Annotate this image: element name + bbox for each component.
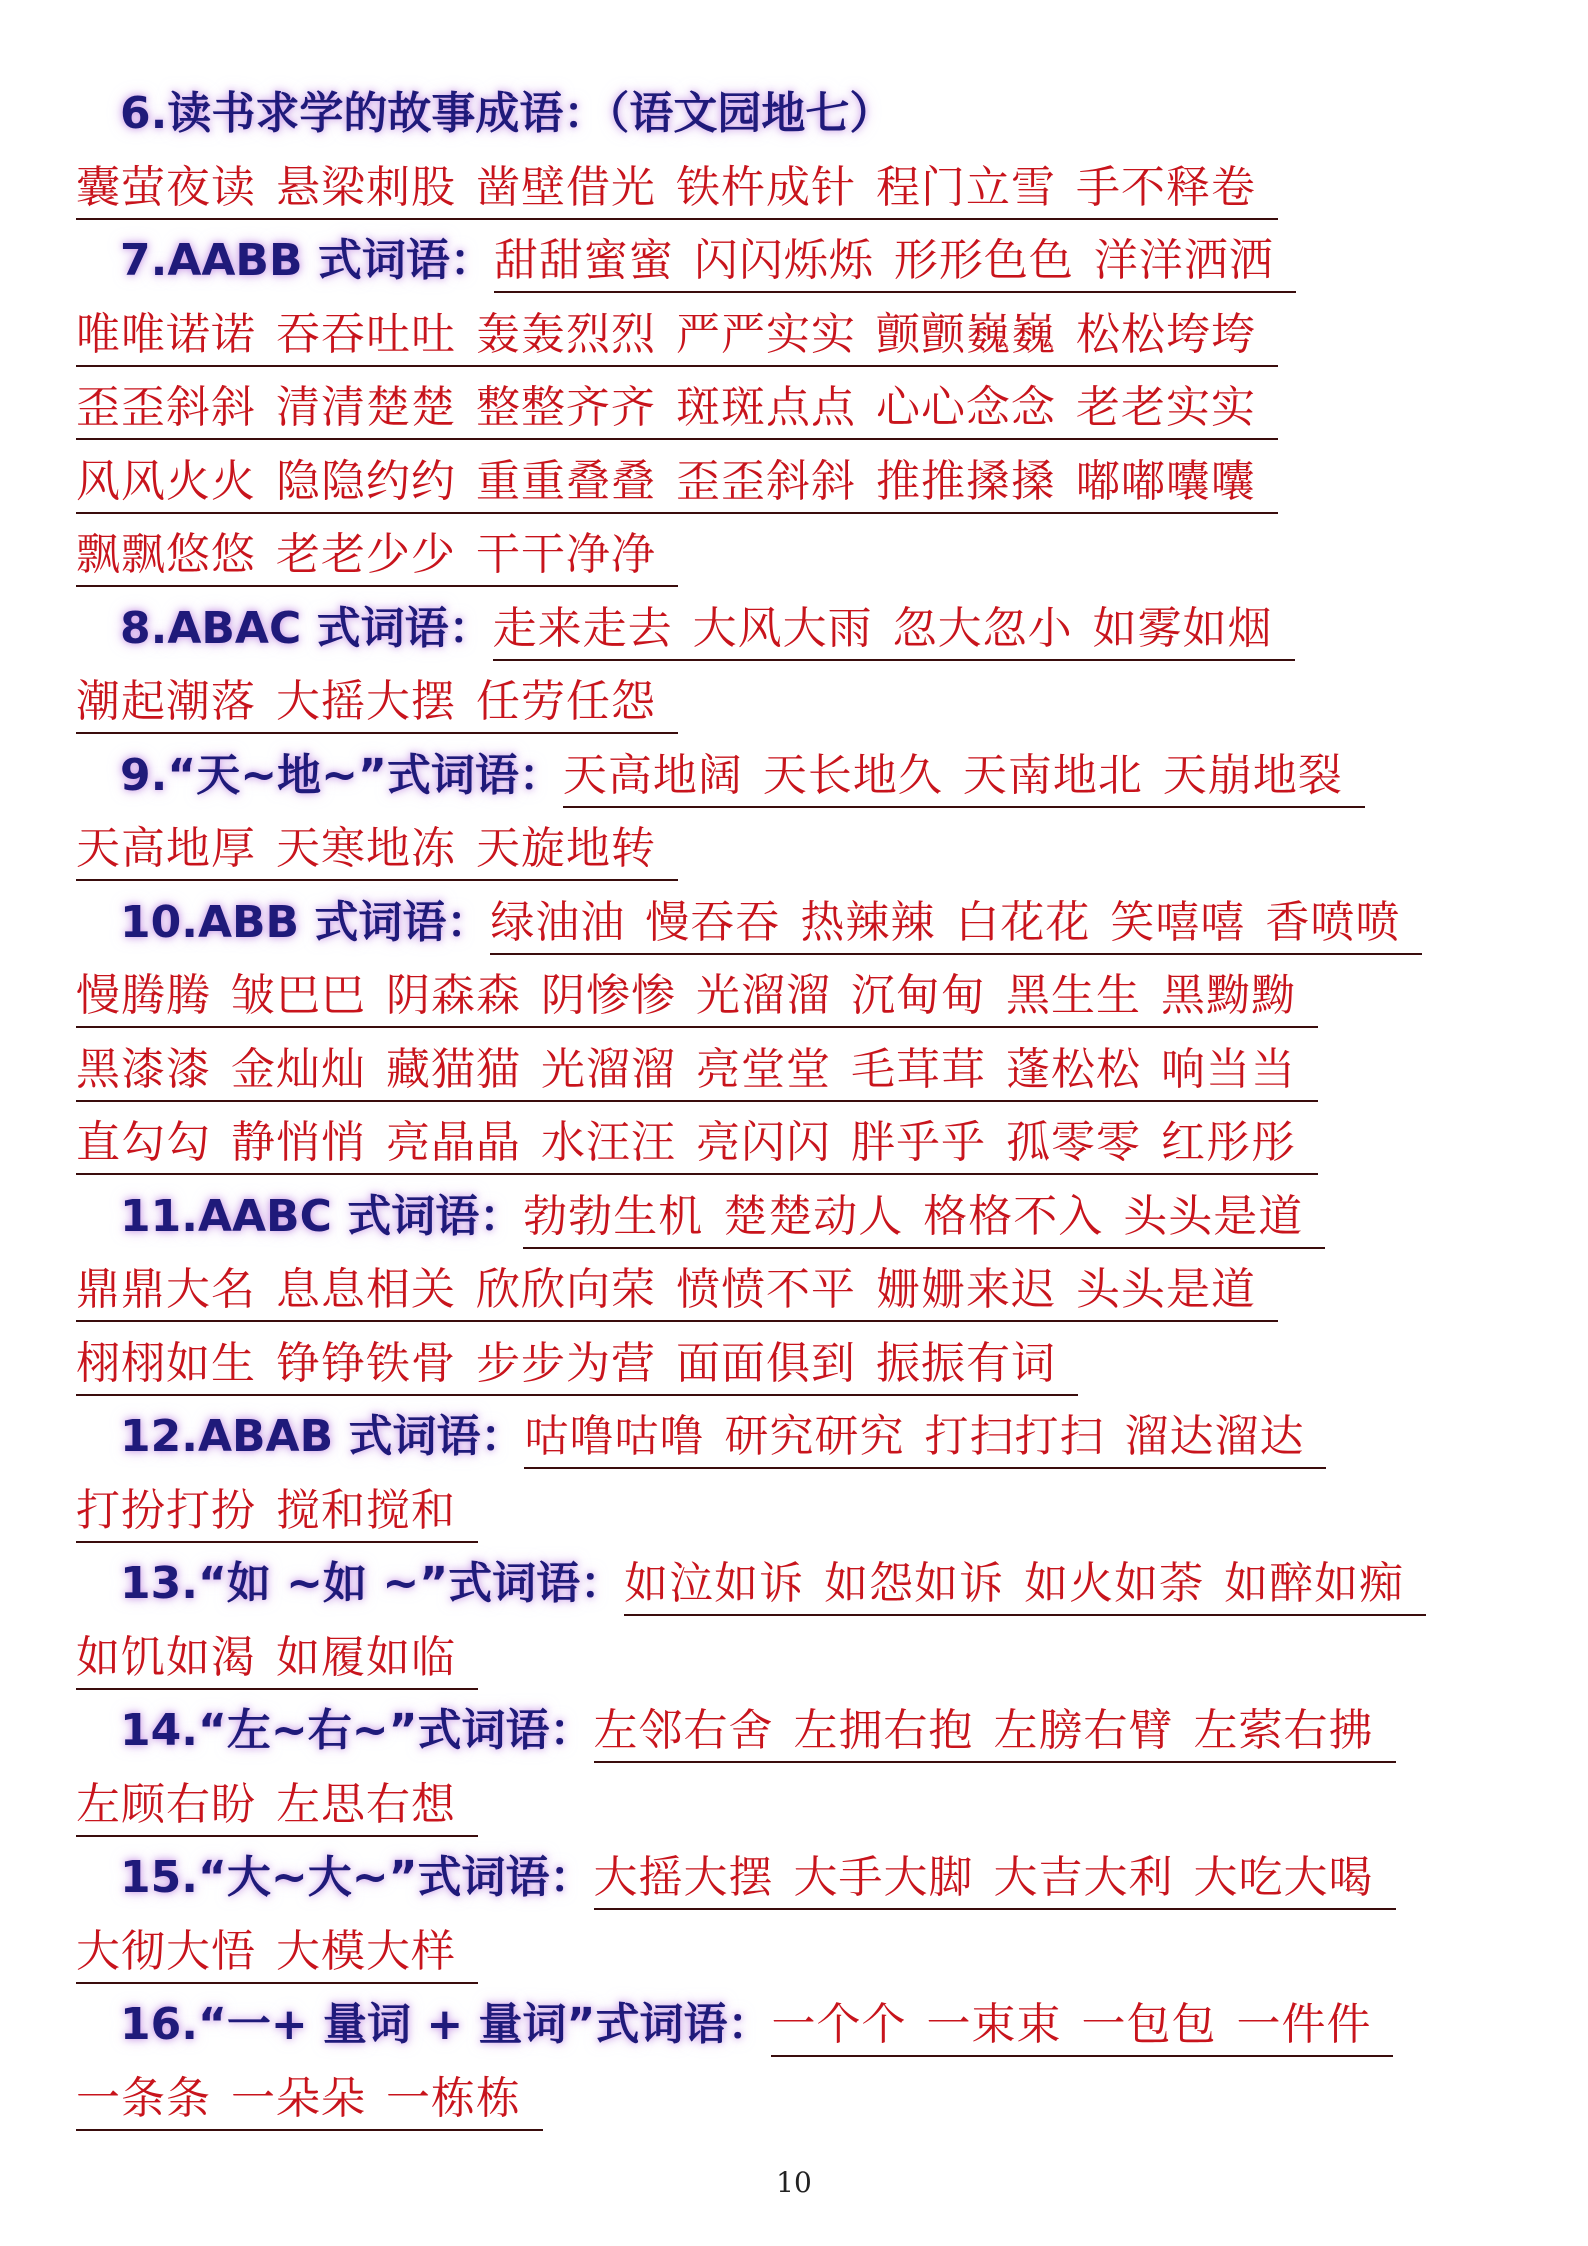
vocabulary-word: 藏猫猫 (386, 1043, 521, 1095)
vocabulary-word: 潮起潮落 (76, 676, 256, 727)
vocabulary-word: 面面俱到 (676, 1337, 856, 1389)
word-line (76, 378, 1516, 452)
vocabulary-word: 左拥右抱 (793, 1705, 974, 1756)
section-heading-line (76, 1995, 1516, 2069)
vocabulary-word: 嘟嘟囔囔 (1076, 455, 1256, 507)
vocabulary-word: 打扮打扮 (76, 1484, 256, 1536)
vocabulary-word: 阴惨惨 (541, 970, 676, 1021)
section-heading-line (76, 231, 1516, 305)
vocabulary-word: 愤愤不平 (676, 1264, 856, 1315)
vocabulary-word: 鼎鼎大名 (76, 1264, 256, 1315)
vocabulary-word: 清清楚楚 (276, 382, 456, 433)
vocabulary-word: 手不释卷 (1076, 161, 1256, 213)
vocabulary-word: 重重叠叠 (476, 455, 656, 507)
vocabulary-word: 孤零零 (1006, 1117, 1141, 1168)
word-group (563, 746, 1365, 808)
word-group (524, 1407, 1326, 1469)
vocabulary-word: 左膀右臂 (993, 1705, 1174, 1756)
section-label: 7.AABB 式词语： (120, 235, 494, 286)
word-group (76, 1628, 478, 1690)
vocabulary-word: 任劳任怨 (476, 676, 656, 727)
word-line (76, 1775, 1516, 1849)
word-group (76, 1775, 478, 1837)
vocabulary-word: 形形色色 (893, 235, 1074, 286)
vocabulary-word: 绿油油 (490, 896, 626, 948)
vocabulary-word: 大摇大摆 (593, 1852, 774, 1903)
vocabulary-word: 如泣如诉 (624, 1558, 805, 1609)
vocabulary-word: 静悄悄 (231, 1117, 366, 1168)
vocabulary-list (76, 84, 1516, 2142)
word-group (493, 599, 1295, 661)
vocabulary-word: 凿壁借光 (476, 161, 656, 213)
word-group (76, 2069, 543, 2131)
vocabulary-word: 天崩地裂 (1162, 749, 1343, 801)
word-line (76, 525, 1516, 599)
vocabulary-word: 大风大雨 (692, 602, 873, 654)
vocabulary-word: 勃勃生机 (523, 1190, 704, 1242)
vocabulary-word: 一束束 (926, 1999, 1062, 2050)
vocabulary-word: 如怨如诉 (824, 1558, 1005, 1609)
section-heading-line (76, 1701, 1516, 1775)
word-line (76, 1334, 1516, 1408)
word-group (624, 1554, 1426, 1616)
vocabulary-word: 左顾右盼 (76, 1778, 256, 1830)
vocabulary-word: 程门立雪 (876, 161, 1056, 213)
vocabulary-word: 干干净净 (476, 529, 656, 580)
vocabulary-word: 姗姗来迟 (876, 1264, 1056, 1315)
vocabulary-word: 慢吞吞 (645, 896, 781, 948)
word-group (594, 1848, 1396, 1910)
section-heading-line (76, 1187, 1516, 1261)
vocabulary-word: 研究研究 (724, 1411, 905, 1462)
vocabulary-word: 格格不入 (923, 1190, 1104, 1242)
vocabulary-word: 风风火火 (76, 455, 256, 507)
vocabulary-word: 如火如荼 (1024, 1558, 1205, 1609)
vocabulary-word: 严严实实 (676, 308, 856, 360)
section-heading-line (76, 1407, 1516, 1481)
word-line (76, 966, 1516, 1040)
word-group (76, 672, 678, 734)
vocabulary-word: 天旋地转 (476, 823, 656, 874)
word-group (494, 231, 1296, 293)
section-label: 6.读书求学的故事成语：（语文园地七） (120, 88, 894, 139)
vocabulary-word: 金灿灿 (231, 1043, 366, 1095)
vocabulary-word: 如醉如痴 (1224, 1558, 1405, 1609)
vocabulary-word: 天寒地冻 (276, 823, 456, 874)
vocabulary-word: 隐隐约约 (276, 455, 456, 507)
vocabulary-word: 蓬松松 (1006, 1043, 1141, 1095)
vocabulary-word: 甜甜蜜蜜 (493, 235, 674, 286)
vocabulary-word: 楚楚动人 (723, 1190, 904, 1242)
word-line (76, 1113, 1516, 1187)
vocabulary-word: 松松垮垮 (1076, 308, 1256, 360)
vocabulary-word: 大手大脚 (793, 1852, 974, 1903)
vocabulary-word: 亮晶晶 (386, 1117, 521, 1168)
section-heading-line (76, 599, 1516, 673)
page-number: 10 (776, 2166, 812, 2199)
vocabulary-word: 飘飘悠悠 (76, 529, 256, 580)
vocabulary-word: 胖乎乎 (851, 1117, 986, 1168)
vocabulary-word: 红彤彤 (1161, 1117, 1296, 1168)
vocabulary-word: 天高地阔 (562, 749, 743, 801)
vocabulary-word: 一栋栋 (386, 2072, 521, 2124)
vocabulary-word: 颤颤巍巍 (876, 308, 1056, 360)
vocabulary-word: 水汪汪 (541, 1117, 676, 1168)
vocabulary-word: 大摇大摆 (276, 676, 456, 727)
vocabulary-word: 溜达溜达 (1124, 1411, 1305, 1462)
section-heading-line (76, 1554, 1516, 1628)
word-group (76, 1260, 1278, 1322)
vocabulary-word: 天高地厚 (76, 823, 256, 874)
vocabulary-word: 如履如临 (276, 1631, 456, 1683)
vocabulary-word: 光溜溜 (696, 970, 831, 1021)
vocabulary-word: 铁杵成针 (676, 161, 856, 213)
vocabulary-word: 黑漆漆 (76, 1043, 211, 1095)
vocabulary-word: 囊萤夜读 (76, 161, 256, 213)
vocabulary-word: 皱巴巴 (231, 970, 366, 1021)
section-label: 13.“如 ~如 ~”式词语： (120, 1558, 625, 1609)
vocabulary-word: 慢腾腾 (76, 970, 211, 1021)
section-label: 11.AABC 式词语： (120, 1190, 524, 1242)
vocabulary-word: 直勾勾 (76, 1117, 211, 1168)
section-heading-line (76, 893, 1516, 967)
vocabulary-word: 如饥如渴 (76, 1631, 256, 1683)
word-group (523, 1187, 1325, 1249)
vocabulary-word: 栩栩如生 (76, 1337, 256, 1389)
word-group (76, 1922, 478, 1984)
vocabulary-word: 天南地北 (962, 749, 1143, 801)
vocabulary-word: 大彻大悟 (76, 1925, 256, 1977)
vocabulary-word: 头头是道 (1123, 1190, 1304, 1242)
vocabulary-word: 一个个 (771, 1999, 907, 2050)
vocabulary-word: 歪歪斜斜 (676, 455, 856, 507)
word-line (76, 305, 1516, 379)
vocabulary-word: 铮铮铁骨 (276, 1337, 456, 1389)
vocabulary-word: 笑嘻嘻 (1110, 896, 1246, 948)
section-label: 16.“一+ 量词 + 量词”式词语： (120, 1999, 772, 2050)
word-line (76, 1628, 1516, 1702)
vocabulary-word: 息息相关 (276, 1264, 456, 1315)
word-group (76, 305, 1278, 367)
word-group (76, 452, 1278, 514)
word-group (76, 525, 678, 587)
vocabulary-word: 咕噜咕噜 (524, 1411, 705, 1462)
word-group (76, 378, 1278, 440)
vocabulary-word: 毛茸茸 (851, 1043, 986, 1095)
section-label: 14.“左~右~”式词语： (120, 1705, 594, 1756)
word-line (76, 452, 1516, 526)
word-group (76, 1334, 1078, 1396)
vocabulary-word: 搅和搅和 (276, 1484, 456, 1536)
section-label: 15.“大~大~”式词语： (120, 1852, 594, 1903)
word-group (490, 893, 1422, 955)
vocabulary-word: 亮堂堂 (696, 1043, 831, 1095)
vocabulary-word: 推推搡搡 (876, 455, 1056, 507)
section-label: 12.ABAB 式词语： (120, 1411, 525, 1462)
word-group (76, 158, 1278, 220)
vocabulary-word: 洋洋洒洒 (1093, 235, 1274, 286)
vocabulary-word: 一包包 (1081, 1999, 1217, 2050)
vocabulary-word: 一件件 (1236, 1999, 1372, 2050)
word-line (76, 158, 1516, 232)
vocabulary-word: 黑生生 (1006, 970, 1141, 1021)
vocabulary-word: 左萦右拂 (1193, 1705, 1374, 1756)
vocabulary-word: 走来走去 (492, 602, 673, 654)
vocabulary-word: 一条条 (76, 2072, 211, 2124)
vocabulary-word: 斑斑点点 (676, 382, 856, 433)
vocabulary-word: 老老实实 (1076, 382, 1256, 433)
word-line (76, 672, 1516, 746)
vocabulary-word: 响当当 (1161, 1043, 1296, 1095)
section-heading-line (76, 1848, 1516, 1922)
section-heading-line (76, 84, 1516, 158)
vocabulary-word: 头头是道 (1076, 1264, 1256, 1315)
vocabulary-word: 打扫打扫 (924, 1411, 1105, 1462)
vocabulary-word: 吞吞吐吐 (276, 308, 456, 360)
vocabulary-word: 轰轰烈烈 (476, 308, 656, 360)
vocabulary-word: 阴森森 (386, 970, 521, 1021)
vocabulary-word: 欣欣向荣 (476, 1264, 656, 1315)
word-group (76, 819, 678, 881)
vocabulary-word: 忽大忽小 (892, 602, 1073, 654)
vocabulary-word: 如雾如烟 (1092, 602, 1273, 654)
vocabulary-word: 大吃大喝 (1193, 1852, 1374, 1903)
vocabulary-word: 亮闪闪 (696, 1117, 831, 1168)
vocabulary-word: 左思右想 (276, 1778, 456, 1830)
word-line (76, 819, 1516, 893)
word-line (76, 1260, 1516, 1334)
vocabulary-word: 香喷喷 (1265, 896, 1401, 948)
vocabulary-word: 天长地久 (762, 749, 943, 801)
word-line (76, 1481, 1516, 1555)
vocabulary-word: 歪歪斜斜 (76, 382, 256, 433)
section-label: 9.“天~地~”式词语： (120, 749, 563, 801)
vocabulary-word: 大吉大利 (993, 1852, 1174, 1903)
word-group (76, 1113, 1318, 1175)
vocabulary-word: 悬梁刺股 (276, 161, 456, 213)
section-label: 8.ABAC 式词语： (120, 602, 493, 654)
vocabulary-word: 闪闪烁烁 (693, 235, 874, 286)
vocabulary-word: 一朵朵 (231, 2072, 366, 2124)
word-group (594, 1701, 1396, 1763)
vocabulary-word: 振振有词 (876, 1337, 1056, 1389)
vocabulary-word: 沉甸甸 (851, 970, 986, 1021)
vocabulary-word: 心心念念 (876, 382, 1056, 433)
vocabulary-word: 左邻右舍 (593, 1705, 774, 1756)
vocabulary-word: 大模大样 (276, 1925, 456, 1977)
word-line (76, 1040, 1516, 1114)
word-line (76, 2069, 1516, 2143)
word-group (771, 1995, 1393, 2057)
word-group (76, 966, 1318, 1028)
vocabulary-word: 唯唯诺诺 (76, 308, 256, 360)
vocabulary-word: 白花花 (955, 896, 1091, 948)
word-group (76, 1481, 478, 1543)
word-group (76, 1040, 1318, 1102)
vocabulary-word: 老老少少 (276, 529, 456, 580)
vocabulary-word: 光溜溜 (541, 1043, 676, 1095)
word-line (76, 1922, 1516, 1996)
vocabulary-word: 整整齐齐 (476, 382, 656, 433)
vocabulary-word: 热辣辣 (800, 896, 936, 948)
section-heading-line (76, 746, 1516, 820)
vocabulary-word: 黑黝黝 (1161, 970, 1296, 1021)
vocabulary-word: 步步为营 (476, 1337, 656, 1389)
section-label: 10.ABB 式词语： (120, 896, 491, 948)
